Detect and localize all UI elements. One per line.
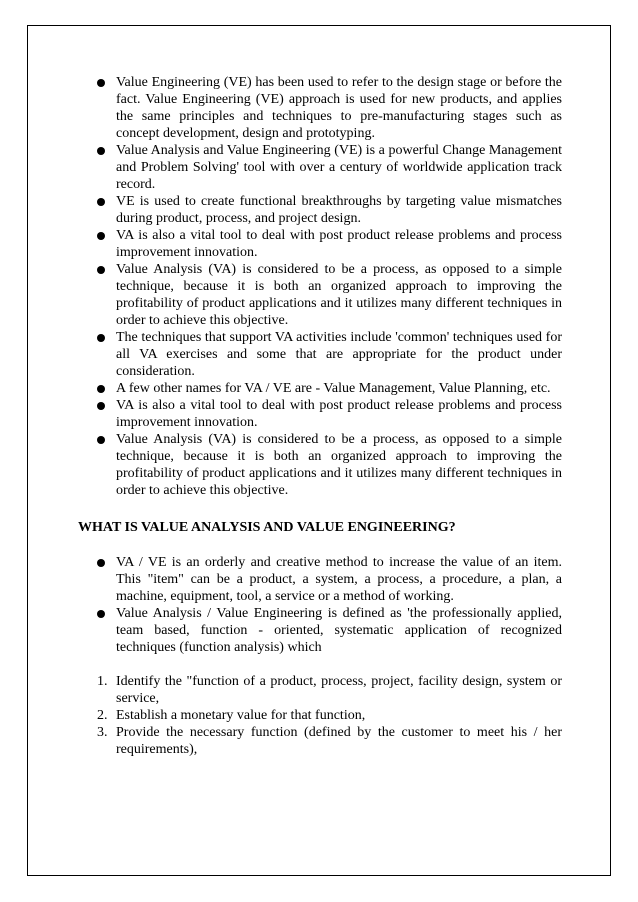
bullet-icon <box>97 559 105 567</box>
bullet-icon <box>97 198 105 206</box>
numbered-list <box>78 673 562 758</box>
list-item: VA / VE is an orderly and creative method to increase the value of an item. This "item" can be a product, a system, a process, a procedure, a plan, a machine, equipment, tool, a service or a method of working. <box>78 554 562 605</box>
bullet-icon <box>97 79 105 87</box>
bullet-icon <box>97 232 105 240</box>
numbered-item: 3. Provide the necessary function (defined by the customer to meet his / her requirements), <box>97 725 562 757</box>
bullet-icon <box>97 334 105 342</box>
list-item: A few other names for VA / VE are - Value Management, Value Planning, etc. <box>78 380 562 397</box>
bullet-list-bottom <box>78 554 562 656</box>
numbered-item: 1. Identify the "function of a product, process, project, facility design, system or service, <box>97 674 562 706</box>
bullet-icon <box>97 436 105 444</box>
list-item: Value Analysis (VA) is considered to be a process, as opposed to a simple technique, because it is both an organized approach to improving the profitability of product applications and it utilizes many different techniques in order to achieve this objective. <box>78 431 562 499</box>
bullet-icon <box>97 385 105 393</box>
section-heading: WHAT IS VALUE ANALYSIS AND VALUE ENGINEERING? <box>78 520 456 535</box>
bullet-icon <box>97 402 105 410</box>
list-item: Value Analysis (VA) is considered to be a process, as opposed to a simple technique, because it is both an organized approach to improving the profitability of product applications and it utilizes many different techniques in order to achieve this objective. <box>78 261 562 329</box>
numbered-item: 2. Establish a monetary value for that function, <box>97 708 366 723</box>
list-item: Value Engineering (VE) has been used to refer to the design stage or before the fact. Value Engineering (VE) approach is used for new products, and applies the same principles and techniques to pre-manufacturing stages such as concept development, design and prototyping. <box>78 74 562 142</box>
list-item: The techniques that support VA activities include 'common' techniques used for all VA exercises and some that are appropriate for the product under consideration. <box>78 329 562 380</box>
list-item: VA is also a vital tool to deal with post product release problems and process improvement innovation. <box>78 227 562 261</box>
bullet-icon <box>97 147 105 155</box>
list-item: VA is also a vital tool to deal with post product release problems and process improvement innovation. <box>78 397 562 431</box>
list-item: VE is used to create functional breakthroughs by targeting value mismatches during product, process, and project design. <box>78 193 562 227</box>
bullet-icon <box>97 610 105 618</box>
bullet-icon <box>97 266 105 274</box>
list-item: Value Analysis / Value Engineering is defined as 'the professionally applied, team based, function - oriented, systematic application of recognized techniques (function analysis) which <box>78 605 562 656</box>
bullet-list-top <box>78 74 562 499</box>
document-body <box>78 74 562 758</box>
list-item: Value Analysis and Value Engineering (VE) is a powerful Change Management and Problem Solving' tool with over a century of worldwide application track record. <box>78 142 562 193</box>
